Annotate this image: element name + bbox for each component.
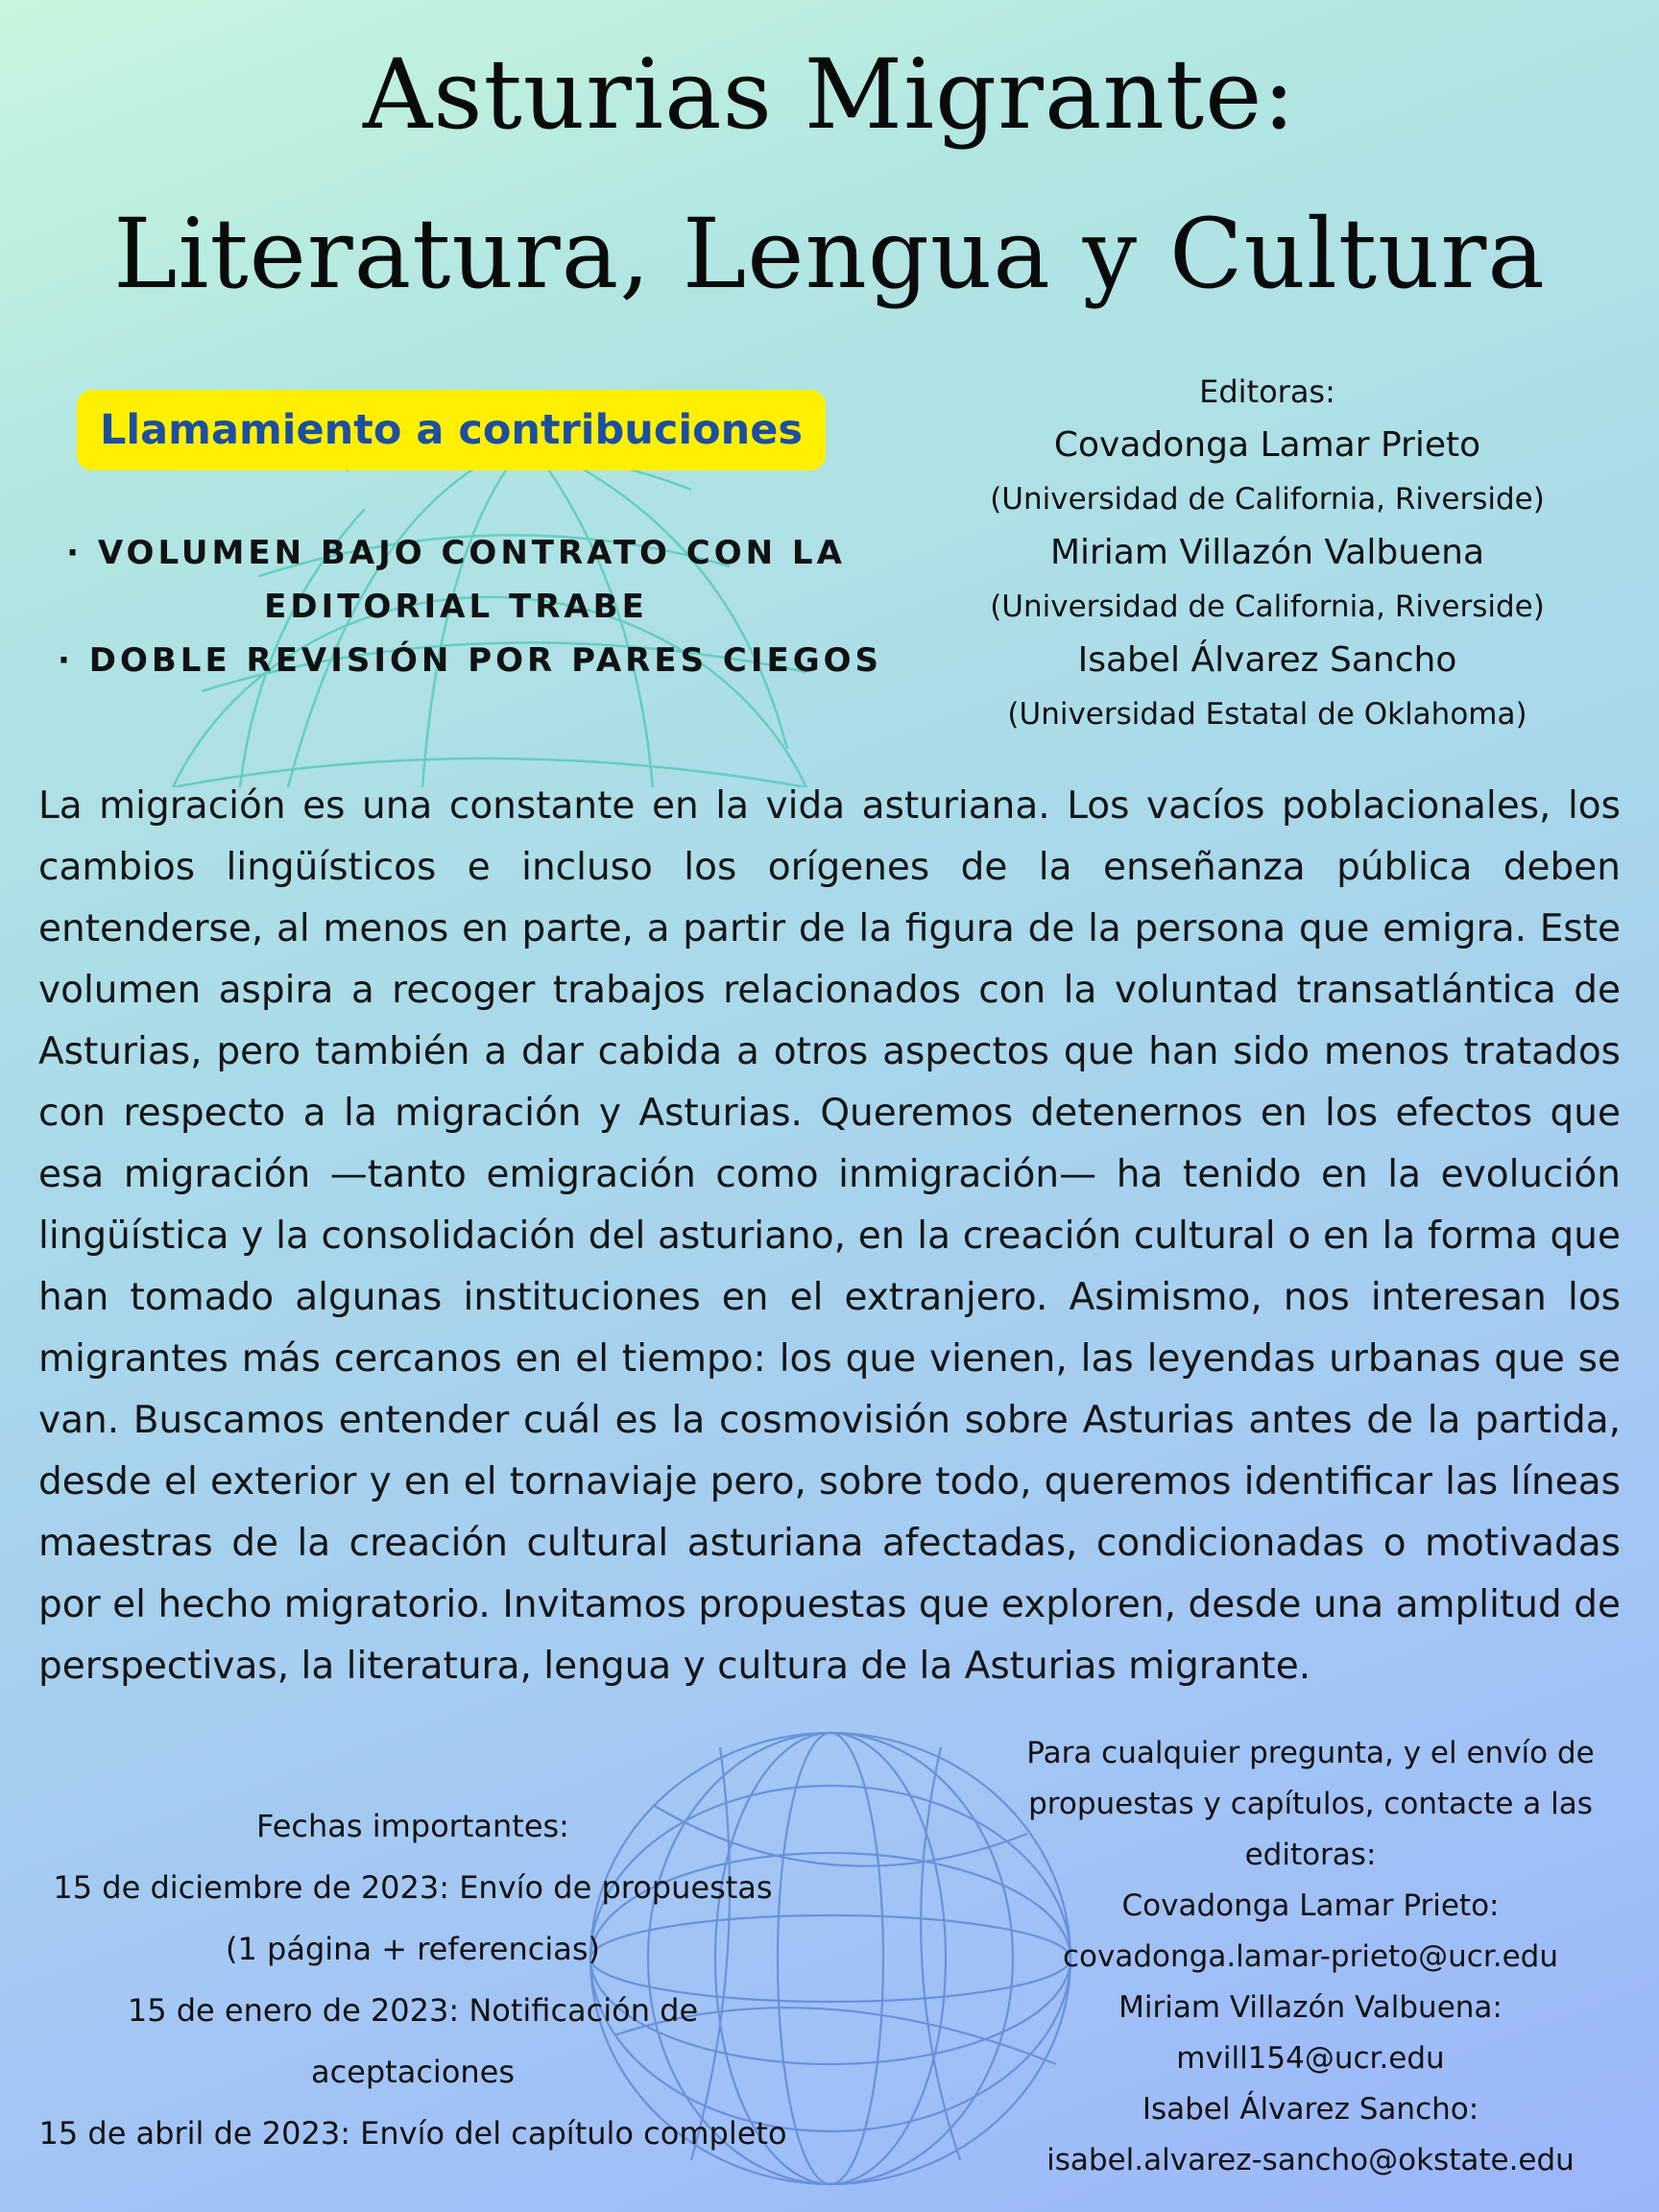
date-line: 15 de diciembre de 2023: Envío de propuestas — [53, 1869, 773, 1906]
editor-affiliation: (Universidad de California, Riverside) — [990, 482, 1545, 517]
contact-block — [979, 1728, 1642, 2186]
contact-email: covadonga.lamar-prieto@ucr.edu — [1063, 1939, 1558, 1974]
contact-email: isabel.alvarez-sancho@okstate.edu — [1046, 2143, 1575, 2177]
date-line: (1 página + referencias) — [226, 1931, 600, 1967]
contact-name: Miriam Villazón Valbuena: — [1118, 1990, 1503, 2025]
date-line: 15 de abril de 2023: Envío del capítulo completo — [38, 2115, 787, 2152]
editor-name: Miriam Villazón Valbuena — [1049, 533, 1485, 572]
call-for-contributions-badge: Llamamiento a contribuciones — [77, 390, 826, 470]
editor-affiliation: (Universidad Estatal de Oklahoma) — [1007, 697, 1527, 732]
bullet-contract-cont: EDITORIAL TRABE — [264, 588, 648, 626]
volume-bullets — [58, 526, 883, 687]
contact-intro: Para cualquier pregunta, y el envío de — [1026, 1736, 1595, 1770]
editors-block — [950, 365, 1584, 741]
editor-name: Isabel Álvarez Sancho — [1077, 640, 1457, 680]
editors-heading: Editoras: — [1199, 373, 1335, 410]
bullet-contract: · VOLUMEN BAJO CONTRATO CON LA — [66, 534, 846, 572]
important-dates — [19, 1795, 806, 2164]
title-line-2: Literatura, Lengua y Cultura — [113, 198, 1546, 310]
contact-intro: propuestas y capítulos, contacte a las — [1028, 1787, 1593, 1821]
editor-affiliation: (Universidad de California, Riverside) — [990, 589, 1545, 624]
contact-intro: editoras: — [1244, 1838, 1377, 1872]
description-paragraph: La migración es una constante en la vida asturiana. Los vacíos poblacionales, los cambios lingüísticos e incluso los orígenes de la enseñanza pública deben entenderse, al menos en parte, a partir de la figura de la persona que emigra. Este volumen aspira a recoger trabajos relacionados con la voluntad transatlántica de Asturias, pero también a dar cabida a otros aspectos que han sido menos tratados con respecto a la migración y Asturias. Queremos detenernos en los efectos que esa migración —tanto emigración como inmigración— ha tenido en la evolución lingüística y la consolidación del asturiano, en la creación cultural o en la forma que han tomado algunas instituciones en el extranjero. Asimismo, nos interesan los migrantes más cercanos en el tiempo: los que vienen, las leyendas urbanas que se van. Buscamos entender cuál es la cosmovisión sobre Asturias antes de la partida, desde el exterior y en el tornaviaje pero, sobre todo, queremos identificar las líneas maestras de la creación cultural asturiana afectadas, condicionadas o motivadas por el hecho migratorio. Invitamos propuestas que exploren, desde una amplitud de perspectivas, la literatura, lengua y cultura de la Asturias migrante. — [38, 784, 1621, 1688]
contact-name: Isabel Álvarez Sancho: — [1142, 2092, 1479, 2127]
dates-heading: Fechas importantes: — [256, 1808, 569, 1844]
title-line-1: Asturias Migrante: — [363, 38, 1296, 151]
date-line: aceptaciones — [310, 2054, 516, 2090]
contact-name: Covadonga Lamar Prieto: — [1121, 1888, 1500, 1923]
editor-name: Covadonga Lamar Prieto — [1053, 425, 1481, 465]
bullet-peer-review: · DOBLE REVISIÓN POR PARES CIEGOS — [58, 641, 883, 680]
contact-email: mvill154@ucr.edu — [1176, 2041, 1445, 2076]
date-line: 15 de enero de 2023: Notificación de — [127, 1992, 699, 2029]
